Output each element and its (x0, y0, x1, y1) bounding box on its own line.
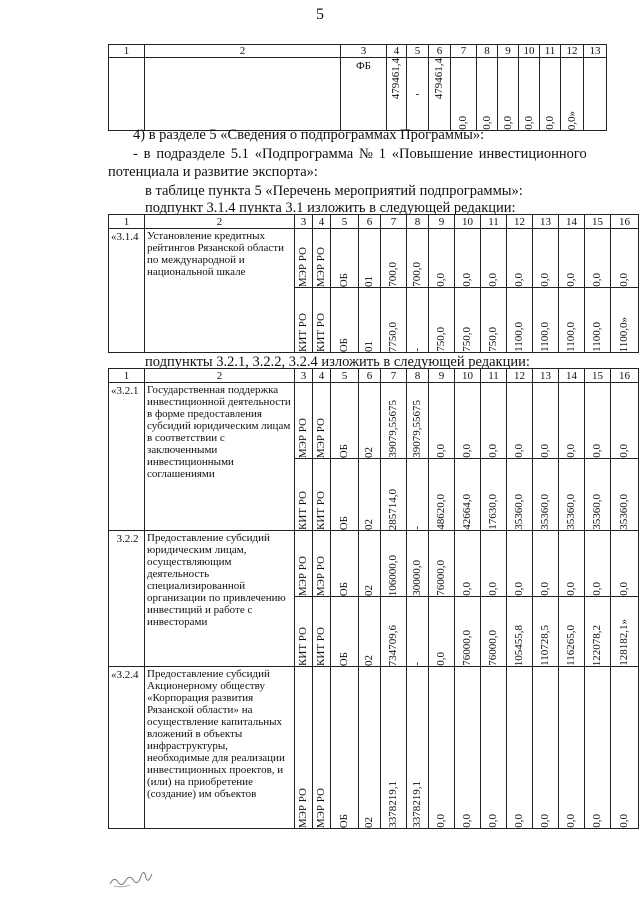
column-number: 12 (561, 45, 584, 58)
page-number: 5 (316, 6, 324, 23)
value-dash: - (407, 58, 429, 131)
column-number: 3 (341, 45, 387, 58)
column-number: 12 (507, 215, 533, 229)
value-year: 110728,5 (539, 625, 551, 666)
task-code: 02 (363, 585, 375, 596)
column-number: 10 (455, 215, 481, 229)
value-year: 76000,0 (487, 630, 499, 666)
value-year: 35360,0 (565, 494, 577, 530)
task-code: 01 (363, 276, 375, 287)
column-number: 13 (533, 369, 559, 383)
value-year: 3378219,1 (387, 781, 399, 828)
value-year: 0,0 (461, 444, 473, 458)
column-number: 11 (481, 215, 507, 229)
column-number: 8 (407, 369, 429, 383)
value-year: 285714,0 (387, 488, 399, 530)
value-year: 0,0 (565, 273, 577, 287)
value-year: 106000,0 (387, 554, 399, 596)
item-code: «3.1.4 (109, 229, 145, 353)
item-code: «3.2.1 (109, 383, 145, 531)
column-number: 7 (451, 45, 477, 58)
value-year: 30000,0 (411, 560, 423, 596)
paragraph-subsection51-cont: потенциала и развитие экспорта»: (108, 164, 318, 180)
responsible-executor: КИТ РО (297, 313, 309, 352)
value-year: 76000,0 (461, 630, 473, 666)
value-year: 1100,0 (513, 322, 525, 352)
task-code: 01 (363, 341, 375, 352)
value-year: 0,0 (513, 582, 525, 596)
column-number: 16 (611, 215, 639, 229)
cell-empty (109, 58, 145, 131)
signature-mark (108, 862, 156, 890)
budget-source: ОБ (338, 581, 350, 596)
value-year: 0,0 (618, 582, 630, 596)
value-year: 750,0 (435, 327, 447, 352)
responsible-executor: МЭР РО (297, 555, 309, 596)
value-year: 0,0 (501, 116, 514, 130)
column-number: 2 (145, 215, 295, 229)
value-year: 0,0 (565, 444, 577, 458)
value-year: 128182,1» (618, 619, 630, 666)
main-administrator: МЭР РО (315, 246, 327, 287)
column-number: 14 (559, 215, 585, 229)
value-year: 1100,0 (591, 322, 603, 352)
value-year: 0,0 (618, 273, 630, 287)
item-name: Предоставление субсидий юридическим лицам, осуществляющим деятельность специализированной организации по привлечению инвестиций и работе с инвесторами (145, 531, 295, 667)
value-year: 35360,0 (539, 494, 551, 530)
column-number: 9 (498, 45, 519, 58)
budget-source: ОБ (338, 651, 350, 666)
cell-empty (145, 58, 341, 131)
column-number: 4 (313, 369, 331, 383)
task-code: 02 (363, 817, 375, 828)
value-year: 0,0 (461, 273, 473, 287)
main-administrator: КИТ РО (315, 313, 327, 352)
main-administrator: КИТ РО (315, 491, 327, 530)
value-year: 0,0 (539, 814, 551, 828)
value-year: 116265,0 (565, 625, 577, 666)
budget-source: ОБ (338, 443, 350, 458)
column-number: 6 (359, 215, 381, 229)
value-year: 0,0 (435, 652, 447, 666)
responsible-executor: КИТ РО (297, 491, 309, 530)
value-year: 750,0 (487, 327, 499, 352)
column-number: 9 (429, 369, 455, 383)
column-number: 14 (559, 369, 585, 383)
value-year: 42664,0 (461, 494, 473, 530)
item-name: Государственная поддержка инвестиционной деятельности в форме предоставления субсидий юридическим лицам в соответствии с заключенными инвестиционными соглашениями (145, 383, 295, 531)
value-year: 0,0 (461, 582, 473, 596)
paragraph-subsection51: - в подразделе 5.1 «Подпрограмма № 1 «Повышение инвестиционного (133, 146, 587, 162)
column-number: 8 (407, 215, 429, 229)
cell-empty (584, 58, 607, 131)
value-year: 0,0 (543, 116, 556, 130)
value-year: 0,0 (591, 273, 603, 287)
value-year: - (411, 348, 423, 352)
value-year: 1100,0» (618, 316, 630, 352)
main-administrator: МЭР РО (315, 787, 327, 828)
value-year: 0,0 (480, 116, 493, 130)
column-number: 1 (109, 369, 145, 383)
main-administrator: МЭР РО (315, 555, 327, 596)
value-total: 479461,4 (433, 58, 445, 100)
column-number: 16 (611, 369, 639, 383)
value-year: 1100,0 (539, 322, 551, 352)
value-year: 0,0 (435, 814, 447, 828)
column-number: 9 (429, 215, 455, 229)
item-name: Предоставление субсидий Акционерному обществу «Корпорация развития Рязанской области» на осуществление капитальных вложений в объекты инфраструктуры, необходимые для реализации инвестиционных проектов, и (или) на приобретение (создание) им объектов (145, 667, 295, 829)
value-year: 0,0 (565, 814, 577, 828)
value-total: 479461,4 (390, 58, 402, 100)
paragraph-section5: 4) в разделе 5 «Сведения о подпрограммах Программы»: (133, 127, 485, 143)
value-year: 0,0 (539, 273, 551, 287)
column-number: 13 (533, 215, 559, 229)
column-number: 5 (331, 369, 359, 383)
item-code: 3.2.2 (109, 531, 145, 667)
value-year: 0,0 (539, 444, 551, 458)
column-number: 15 (585, 215, 611, 229)
value-year: 35360,0 (513, 494, 525, 530)
paragraph-table-ref: в таблице пункта 5 «Перечень мероприятий подпрограммы»: (145, 183, 523, 199)
value-year: 0,0 (618, 444, 630, 458)
value-year: 1100,0 (565, 322, 577, 352)
column-number: 3 (295, 369, 313, 383)
responsible-executor: МЭР РО (297, 417, 309, 458)
budget-source: ОБ (338, 272, 350, 287)
responsible-executor: КИТ РО (297, 627, 309, 666)
column-number: 5 (331, 215, 359, 229)
column-number: 11 (481, 369, 507, 383)
column-number: 13 (584, 45, 607, 58)
value-year: 700,0 (387, 262, 399, 287)
value-year: 700,0 (411, 262, 423, 287)
value-year: 39079,55675 (411, 400, 423, 458)
column-number: 10 (455, 369, 481, 383)
value-year: 7750,0 (387, 321, 399, 352)
value-year: 0,0 (487, 814, 499, 828)
responsible-executor: МЭР РО (297, 246, 309, 287)
table-32x (108, 368, 639, 829)
value-year: 0,0 (513, 444, 525, 458)
value-year: 0,0 (591, 444, 603, 458)
column-number: 6 (429, 45, 451, 58)
value-year: 17630,0 (487, 494, 499, 530)
column-number: 6 (359, 369, 381, 383)
value-year: 105455,8 (513, 624, 525, 666)
column-number: 2 (145, 45, 341, 58)
value-year: 0,0 (513, 814, 525, 828)
column-number: 15 (585, 369, 611, 383)
value-year: 0,0 (513, 273, 525, 287)
value-year: 750,0 (461, 327, 473, 352)
main-administrator: КИТ РО (315, 627, 327, 666)
column-number: 4 (313, 215, 331, 229)
value-year: 0,0 (487, 273, 499, 287)
budget-source: ОБ (338, 337, 350, 352)
budget-source: ОБ (338, 813, 350, 828)
value-year: 39079,55675 (387, 400, 399, 458)
value-year: 0,0 (522, 116, 535, 130)
value-year: 0,0 (618, 814, 630, 828)
column-number: 10 (519, 45, 540, 58)
value-year: 0,0 (591, 814, 603, 828)
value-year: 0,0 (457, 116, 469, 130)
item-code: «3.2.4 (109, 667, 145, 829)
value-year: 0,0 (487, 444, 499, 458)
task-code: 02 (363, 655, 375, 666)
column-number: 8 (477, 45, 498, 58)
task-code: 02 (363, 519, 375, 530)
value-year: 0,0 (461, 814, 473, 828)
value-year: 0,0 (435, 273, 447, 287)
continuation-table (108, 44, 607, 131)
paragraph-32x: подпункты 3.2.1, 3.2.2, 3.2.4 изложить в следующей редакции: (145, 354, 530, 370)
value-year: 35360,0 (591, 494, 603, 530)
column-number: 1 (109, 45, 145, 58)
main-administrator: МЭР РО (315, 417, 327, 458)
paragraph-314: подпункт 3.1.4 пункта 3.1 изложить в следующей редакции: (145, 200, 516, 216)
value-year: 0,0 (487, 582, 499, 596)
column-number: 7 (381, 369, 407, 383)
table-314 (108, 214, 639, 353)
budget-source: ФБ (341, 58, 387, 131)
value-year: 0,0 (539, 582, 551, 596)
value-year: 0,0 (591, 582, 603, 596)
value-year: 3378219,1 (411, 781, 423, 828)
value-year: - (411, 662, 423, 666)
column-number: 12 (507, 369, 533, 383)
item-name: Установление кредитных рейтингов Рязанской области по международной и национальной шкале (145, 229, 295, 353)
value-year: 122078,2 (591, 624, 603, 666)
column-number: 4 (387, 45, 407, 58)
column-number: 5 (407, 45, 429, 58)
budget-source: ОБ (338, 515, 350, 530)
value-year: 0,0 (435, 444, 447, 458)
value-year: - (411, 526, 423, 530)
value-year: 0,0 (565, 582, 577, 596)
value-year: 48620,0 (435, 494, 447, 530)
column-number: 3 (295, 215, 313, 229)
value-year: 734709,6 (387, 624, 399, 666)
value-year: 35360,0 (618, 494, 630, 530)
responsible-executor: МЭР РО (297, 787, 309, 828)
column-number: 7 (381, 215, 407, 229)
value-year: 76000,0 (435, 560, 447, 596)
column-number: 1 (109, 215, 145, 229)
column-number: 11 (540, 45, 561, 58)
column-number: 2 (145, 369, 295, 383)
value-year: 0,0» (565, 110, 578, 130)
task-code: 02 (363, 447, 375, 458)
